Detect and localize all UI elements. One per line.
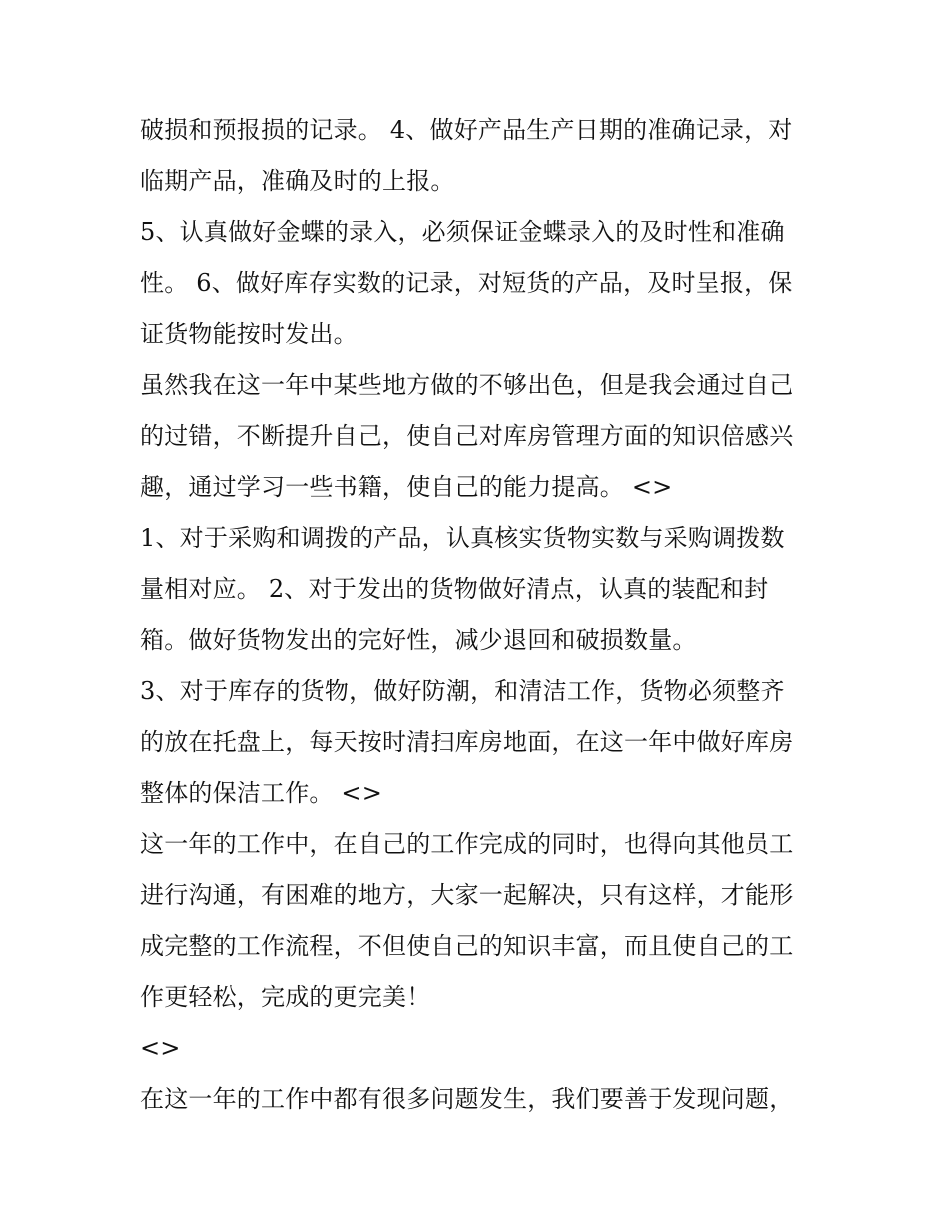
text-line: 进行沟通，有困难的地方，大家一起解决，只有这样，才能形 <box>140 881 794 909</box>
text-line: 量相对应。 2、对于发出的货物做好清点，认真的装配和封 <box>140 575 769 603</box>
text-line: 箱。做好货物发出的完好性，减少退回和破损数量。 <box>140 626 697 654</box>
text-line: 的放在托盘上，每天按时清扫库房地面，在这一年中做好库房 <box>140 728 794 756</box>
text-line: 作更轻松，完成的更完美！ <box>140 983 431 1011</box>
text-line: <> <box>140 1034 181 1062</box>
text-line: 在这一年的工作中都有很多问题发生，我们要善于发现问题， <box>140 1085 794 1113</box>
text-line: 证货物能按时发出。 <box>140 320 358 348</box>
text-line: 3、对于库存的货物，做好防潮，和清洁工作，货物必须整齐 <box>140 677 785 705</box>
text-line: 1、对于采购和调拨的产品，认真核实货物实数与采购调拨数 <box>140 524 785 552</box>
text-line: 趣，通过学习一些书籍，使自己的能力提高。 <> <box>140 473 673 501</box>
text-line: 性。 6、做好库存实数的记录，对短货的产品，及时呈报，保 <box>140 269 793 297</box>
text-line: 整体的保洁工作。 <> <box>140 779 383 807</box>
text-line: 虽然我在这一年中某些地方做的不够出色，但是我会通过自己 <box>140 371 794 399</box>
text-line: 这一年的工作中，在自己的工作完成的同时，也得向其他员工 <box>140 830 794 858</box>
document-body <box>140 105 820 1125</box>
text-line: 临期产品，准确及时的上报。 <box>140 167 455 195</box>
text-line: 5、认真做好金蝶的录入，必须保证金蝶录入的及时性和准确 <box>140 218 785 246</box>
text-line: 的过错，不断提升自己，使自己对库房管理方面的知识倍感兴 <box>140 422 794 450</box>
text-line: 破损和预报损的记录。 4、做好产品生产日期的准确记录，对 <box>140 116 793 144</box>
text-line: 成完整的工作流程，不但使自己的知识丰富，而且使自己的工 <box>140 932 794 960</box>
